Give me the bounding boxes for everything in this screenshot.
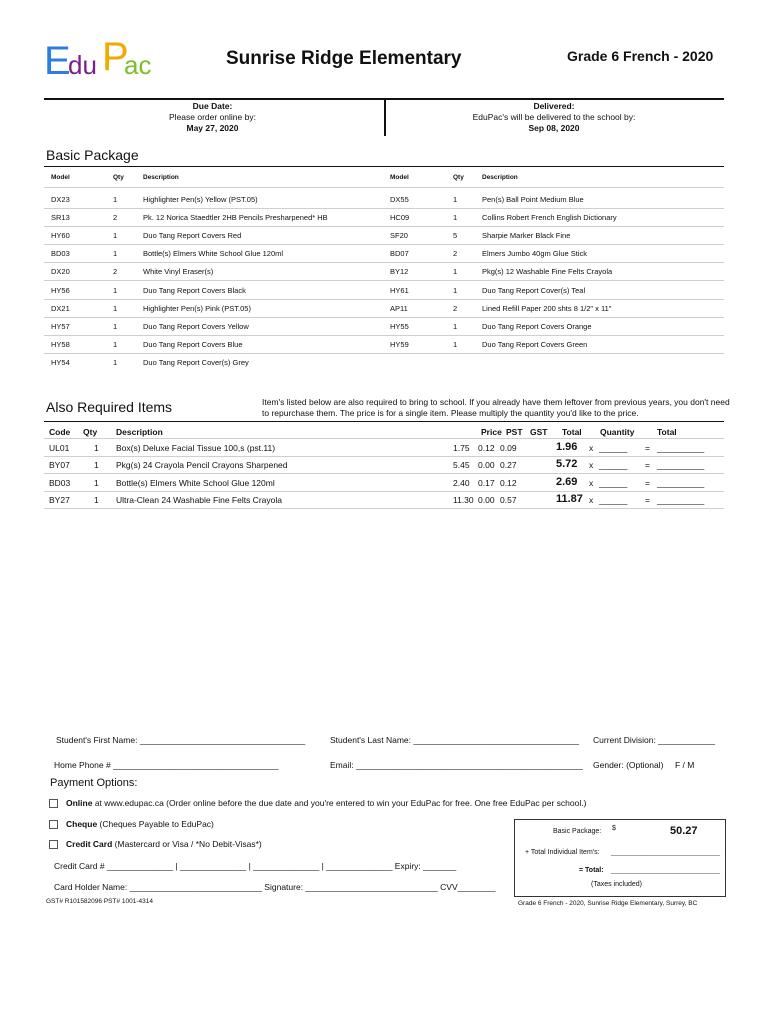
item-gst: 0.57 bbox=[500, 494, 517, 505]
taxes-note: (Taxes included) bbox=[591, 881, 642, 888]
svg-text:du: du bbox=[68, 50, 97, 80]
table-cell: 1 bbox=[453, 339, 458, 349]
item-price: 1.75 bbox=[453, 443, 470, 453]
item-gst: 0.09 bbox=[500, 443, 517, 453]
item-pst: 0.00 bbox=[478, 494, 495, 505]
row-divider bbox=[44, 262, 724, 263]
due-text: Please order online by: bbox=[169, 112, 256, 122]
table-cell: BD03 bbox=[51, 249, 70, 259]
table-cell: Duo Tang Report Covers Orange bbox=[482, 321, 592, 331]
credit-label: Credit Card bbox=[66, 839, 113, 849]
footer-school-info: Grade 6 French - 2020, Sunrise Ridge Elementary, Surrey, BC bbox=[518, 900, 698, 907]
item-gst: 0.12 bbox=[500, 477, 517, 488]
table-cell: 1 bbox=[453, 195, 458, 204]
row-divider bbox=[44, 317, 724, 318]
col-header-description: Description bbox=[143, 174, 179, 181]
due-date-block bbox=[110, 101, 315, 134]
online-text: at www.edupac.ca (Order online before the due date and you're entered to win your EduPac for free. One free EduPac per school.) bbox=[92, 798, 587, 808]
item-pst: 0.00 bbox=[478, 460, 495, 471]
due-date: May 27, 2020 bbox=[186, 123, 239, 133]
item-description: Box(s) Deluxe Facial Tissue 100,s (pst.11) bbox=[116, 443, 276, 453]
item-qty: 1 bbox=[94, 460, 99, 471]
total-field[interactable]: __________ bbox=[657, 460, 705, 471]
col-header-description: Description bbox=[116, 427, 163, 437]
table-cell: Pk. 12 Norica Staedtler 2HB Pencils Presharpened* HB bbox=[143, 213, 328, 223]
row-divider bbox=[44, 335, 724, 336]
item-pst: 0.12 bbox=[478, 443, 495, 453]
table-cell: Duo Tang Report Covers Green bbox=[482, 339, 588, 349]
col-header-model-2: Model bbox=[390, 174, 409, 181]
total-field[interactable]: __________ bbox=[657, 443, 705, 453]
divider bbox=[44, 438, 724, 439]
equals-sign: = bbox=[645, 494, 650, 505]
table-cell: BD07 bbox=[390, 249, 409, 259]
row-divider bbox=[44, 456, 724, 457]
item-code: BD03 bbox=[49, 477, 71, 488]
svg-text:ac: ac bbox=[124, 50, 152, 80]
multiply-sign: x bbox=[589, 494, 594, 505]
table-cell: HY54 bbox=[51, 357, 70, 367]
cheque-text: (Cheques Payable to EduPac) bbox=[97, 819, 214, 829]
delivered-label: Delivered: bbox=[533, 101, 575, 111]
item-code: BY27 bbox=[49, 494, 70, 505]
equals-sign: = bbox=[645, 477, 650, 488]
table-cell: 2 bbox=[453, 249, 458, 259]
row-divider bbox=[44, 280, 724, 281]
individual-items-field[interactable]: ____________________________ bbox=[611, 849, 721, 856]
table-cell: 1 bbox=[453, 321, 458, 331]
quantity-field[interactable]: ______ bbox=[599, 460, 628, 471]
divider bbox=[44, 166, 724, 167]
online-label: Online bbox=[66, 798, 93, 808]
credit-option bbox=[66, 839, 262, 849]
also-required-title: Also Required Items bbox=[46, 399, 173, 415]
table-cell: 2 bbox=[113, 213, 118, 223]
table-cell: BY12 bbox=[390, 267, 409, 277]
table-cell: 1 bbox=[113, 357, 118, 367]
col-header-description-2: Description bbox=[482, 174, 518, 181]
col-header-total: Total bbox=[562, 427, 582, 437]
also-required-note: Item's listed below are also required to bring to school. If you already have them leftover from previous years, you don't need to repurchase them. The price is for a single item. Please multiply the quantity you'd like to the price. bbox=[262, 397, 730, 418]
table-cell: 1 bbox=[113, 231, 118, 241]
col-header-qty: Qty bbox=[113, 174, 124, 181]
table-cell: HY56 bbox=[51, 285, 70, 295]
table-cell: DX20 bbox=[51, 267, 70, 277]
table-cell: HY57 bbox=[51, 321, 70, 331]
table-cell: 1 bbox=[113, 339, 118, 349]
divider bbox=[384, 100, 386, 136]
item-description: Bottle(s) Elmers White School Glue 120ml bbox=[116, 477, 275, 488]
table-cell: Pkg(s) 12 Washable Fine Felts Crayola bbox=[482, 267, 613, 277]
row-divider bbox=[44, 473, 724, 474]
delivered-date: Sep 08, 2020 bbox=[528, 123, 580, 133]
tax-numbers: GST# R101582096 PST# 1001-4314 bbox=[46, 898, 153, 905]
svg-text:P: P bbox=[102, 35, 129, 79]
col-header-pst: PST bbox=[506, 427, 523, 437]
email-field[interactable]: Email: ________________________________________________ bbox=[330, 760, 583, 770]
table-cell: Lined Refill Paper 200 shts 8 1/2" x 11" bbox=[482, 303, 612, 313]
table-cell: Sharpie Marker Black Fine bbox=[482, 231, 571, 241]
table-cell: 1 bbox=[453, 267, 458, 277]
item-total: 2.69 bbox=[556, 475, 578, 488]
credit-card-number-field[interactable]: Credit Card # ______________ | ______________ | ______________ | ______________ Expiry: _______ bbox=[54, 861, 457, 871]
row-divider bbox=[44, 226, 724, 227]
row-divider bbox=[44, 299, 724, 300]
table-cell: DX23 bbox=[51, 195, 70, 204]
table-cell: Duo Tang Report Covers Blue bbox=[143, 339, 243, 349]
col-header-model: Model bbox=[51, 174, 70, 181]
multiply-sign: x bbox=[589, 443, 594, 453]
col-header-gst: GST bbox=[530, 427, 548, 437]
row-divider bbox=[44, 491, 724, 492]
svg-text:E: E bbox=[44, 39, 71, 82]
item-gst: 0.27 bbox=[500, 460, 517, 471]
item-price: 2.40 bbox=[453, 477, 470, 488]
grade-title: Grade 6 French - 2020 bbox=[567, 48, 714, 64]
row-divider bbox=[44, 353, 724, 354]
total-field[interactable]: ____________________________ bbox=[611, 867, 721, 874]
due-label: Due Date: bbox=[192, 101, 233, 111]
table-cell: DX55 bbox=[390, 195, 409, 204]
item-price: 11.30 bbox=[453, 494, 474, 505]
table-cell: 1 bbox=[113, 195, 118, 204]
item-price: 5.45 bbox=[453, 460, 470, 471]
item-pst: 0.17 bbox=[478, 477, 495, 488]
basic-package-value: 50.27 bbox=[670, 825, 698, 837]
table-cell: 1 bbox=[113, 285, 118, 295]
table-cell: 5 bbox=[453, 231, 458, 241]
division-field[interactable]: Current Division: ____________ bbox=[593, 735, 715, 745]
table-cell: Elmers Jumbo 40gm Glue Stick bbox=[482, 249, 588, 259]
quantity-field[interactable]: ______ bbox=[599, 443, 628, 453]
table-cell: 1 bbox=[113, 249, 118, 259]
card-holder-field[interactable]: Card Holder Name: ____________________________ Signature: ____________________________ CVV________ bbox=[54, 882, 496, 892]
basic-package-title: Basic Package bbox=[46, 147, 139, 163]
equals-sign: = bbox=[645, 443, 650, 453]
row-divider bbox=[44, 244, 724, 245]
total-label: = Total: bbox=[579, 867, 604, 874]
quantity-field[interactable]: ______ bbox=[599, 494, 628, 505]
total-field[interactable]: __________ bbox=[657, 477, 705, 488]
item-qty: 1 bbox=[94, 477, 99, 488]
table-cell: HY55 bbox=[390, 321, 409, 331]
table-cell: HY60 bbox=[51, 231, 70, 241]
item-code: UL01 bbox=[49, 443, 70, 453]
edupac-logo bbox=[44, 32, 154, 82]
first-name-field[interactable]: Student's First Name: ___________________________________ bbox=[56, 735, 306, 745]
table-cell: 1 bbox=[453, 285, 458, 295]
table-cell: AP11 bbox=[390, 303, 408, 313]
order-summary-box bbox=[514, 819, 726, 897]
total-field[interactable]: __________ bbox=[657, 494, 705, 505]
basic-package-label: Basic Package: bbox=[553, 828, 602, 835]
online-option bbox=[66, 798, 586, 808]
item-total: 1.96 bbox=[556, 441, 578, 453]
table-cell: Duo Tang Report Cover(s) Grey bbox=[143, 357, 249, 367]
multiply-sign: x bbox=[589, 460, 594, 471]
table-cell: HY61 bbox=[390, 285, 409, 295]
table-cell: 1 bbox=[453, 213, 458, 223]
gender-label: Gender: (Optional) bbox=[593, 760, 664, 770]
item-total: 5.72 bbox=[556, 458, 578, 471]
table-cell: SR13 bbox=[51, 213, 70, 223]
table-cell: Pen(s) Ball Point Medium Blue bbox=[482, 195, 584, 204]
table-cell: Bottle(s) Elmers White School Glue 120ml bbox=[143, 249, 284, 259]
table-cell: 1 bbox=[113, 321, 118, 331]
credit-checkbox[interactable] bbox=[49, 840, 58, 849]
last-name-field[interactable]: Student's Last Name: ___________________________________ bbox=[330, 735, 579, 745]
table-cell: HY58 bbox=[51, 339, 70, 349]
table-cell: Highlighter Pen(s) Yellow (PST.05) bbox=[143, 195, 258, 204]
table-cell: 2 bbox=[113, 267, 118, 277]
col-header-price: Price bbox=[481, 427, 502, 437]
item-description: Ultra-Clean 24 Washable Fine Felts Crayola bbox=[116, 494, 282, 505]
multiply-sign: x bbox=[589, 477, 594, 488]
item-qty: 1 bbox=[94, 494, 99, 505]
payment-title: Payment Options: bbox=[50, 777, 138, 789]
delivered-block bbox=[424, 101, 684, 134]
cheque-option bbox=[66, 819, 214, 829]
table-cell: White Vinyl Eraser(s) bbox=[143, 267, 214, 277]
item-code: BY07 bbox=[49, 460, 70, 471]
gender-options[interactable]: F / M bbox=[675, 760, 695, 770]
online-checkbox[interactable] bbox=[49, 799, 58, 808]
quantity-field[interactable]: ______ bbox=[599, 477, 628, 488]
table-cell: SF20 bbox=[390, 231, 408, 241]
divider bbox=[44, 421, 724, 422]
item-qty: 1 bbox=[94, 443, 99, 453]
col-header-qty: Qty bbox=[83, 427, 98, 437]
item-total: 11.87 bbox=[556, 492, 583, 505]
table-cell: HC09 bbox=[390, 213, 410, 223]
col-header-total-2: Total bbox=[657, 427, 677, 437]
col-header-qty-2: Qty bbox=[453, 174, 464, 181]
col-header-quantity: Quantity bbox=[600, 427, 635, 437]
col-header-code: Code bbox=[49, 427, 71, 437]
individual-items-label: + Total Individual Item's: bbox=[525, 849, 600, 856]
phone-field[interactable]: Home Phone # ___________________________________ bbox=[54, 760, 279, 770]
table-cell: Highlighter Pen(s) Pink (PST.05) bbox=[143, 303, 251, 313]
delivered-text: EduPac's will be delivered to the school by: bbox=[472, 112, 636, 122]
table-cell: 1 bbox=[113, 303, 118, 313]
table-cell: DX21 bbox=[51, 303, 70, 313]
item-description: Pkg(s) 24 Crayola Pencil Crayons Sharpened bbox=[116, 460, 288, 471]
table-cell: Duo Tang Report Covers Black bbox=[143, 285, 246, 295]
cheque-label: Cheque bbox=[66, 819, 98, 829]
table-cell: Duo Tang Report Covers Red bbox=[143, 231, 242, 241]
credit-text: (Mastercard or Visa / *No Debit-Visas*) bbox=[112, 839, 262, 849]
table-cell: 2 bbox=[453, 303, 458, 313]
table-cell: Collins Robert French English Dictionary bbox=[482, 213, 617, 223]
school-name: Sunrise Ridge Elementary bbox=[226, 48, 462, 69]
table-cell: Duo Tang Report Covers Yellow bbox=[143, 321, 249, 331]
cheque-checkbox[interactable] bbox=[49, 820, 58, 829]
divider bbox=[44, 187, 724, 188]
dollar-sign: $ bbox=[612, 825, 616, 832]
equals-sign: = bbox=[645, 460, 650, 471]
table-cell: HY59 bbox=[390, 339, 409, 349]
row-divider bbox=[44, 508, 724, 509]
table-cell: Duo Tang Report Cover(s) Teal bbox=[482, 285, 586, 295]
row-divider bbox=[44, 208, 724, 209]
